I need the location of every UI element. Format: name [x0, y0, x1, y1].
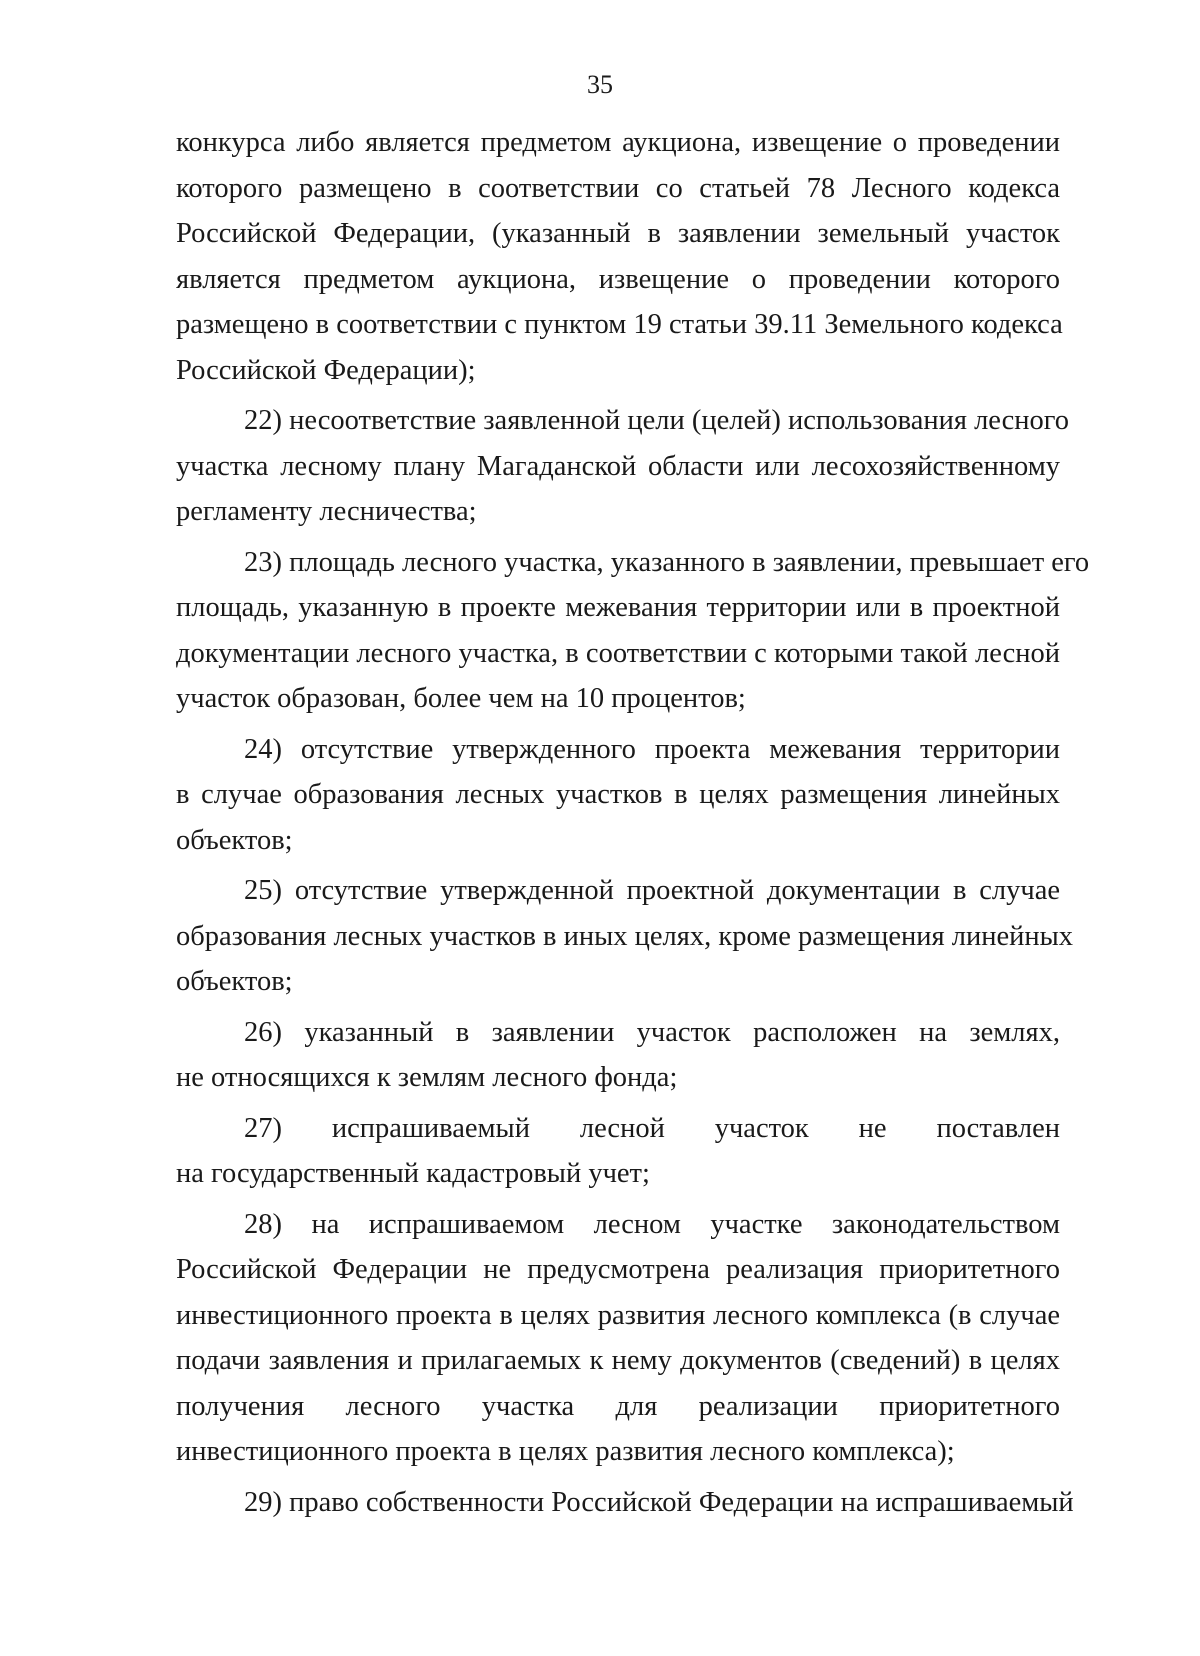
text-line: площадь, указанную в проекте межевания территории или в проектной [176, 592, 1060, 623]
text-line: 29) право собственности Российской Федерации на испрашиваемый [244, 1486, 1074, 1518]
paragraph-p23 [176, 540, 1090, 722]
text-line: подачи заявления и прилагаемых к нему документов (сведений) в целях [176, 1345, 1060, 1376]
text-line: конкурса либо является предметом аукциона, извещение о проведении [176, 127, 1060, 158]
text-line: 25) отсутствие утвержденной проектной документации в случае [244, 875, 1060, 906]
paragraph-p28 [176, 1202, 1060, 1475]
paragraph-p25 [176, 868, 1074, 1005]
text-line: Российской Федерации); [176, 354, 476, 386]
text-line: 26) указанный в заявлении участок расположен на землях, [244, 1016, 1060, 1048]
text-line: размещено в соответствии с пунктом 19 статьи 39.11 Земельного кодекса [176, 309, 1063, 340]
page-number: 35 [587, 70, 613, 99]
text-line: Российской Федерации, (указанный в заявлении земельный участок [176, 218, 1060, 249]
text-line: 28) на испрашиваемом лесном участке законодательством [244, 1208, 1060, 1240]
paragraph-p26 [176, 1010, 1060, 1101]
text-line: документации лесного участка, в соответствии с которыми такой лесной [176, 637, 1060, 669]
text-line: инвестиционного проекта в целях развития лесного комплекса); [176, 1436, 955, 1467]
paragraph-p22 [176, 398, 1070, 535]
paragraph-p24 [176, 727, 1060, 864]
text-line: является предметом аукциона, извещение о проведении которого [176, 263, 1060, 295]
text-line: на государственный кадастровый учет; [176, 1158, 650, 1189]
text-line: которого размещено в соответствии со статьей 78 Лесного кодекса [176, 172, 1060, 204]
document-body [176, 120, 1090, 1525]
text-line: в случае образования лесных участков в целях размещения линейных [176, 779, 1060, 810]
paragraph-p27 [176, 1106, 1060, 1197]
text-line: получения лесного участка для реализации приоритетного [176, 1390, 1060, 1422]
text-line: не относящихся к землям лесного фонда; [176, 1062, 678, 1093]
text-line: регламенту лесничества; [176, 496, 477, 527]
text-line: образования лесных участков в иных целях, кроме размещения линейных [176, 920, 1074, 952]
text-line: 22) несоответствие заявленной цели (целей) использования лесного [244, 405, 1070, 436]
paragraph-p29 [176, 1480, 1074, 1526]
text-line: участка лесному плану Магаданской области или лесохозяйственному [176, 450, 1060, 482]
text-line: 27) испрашиваемый лесной участок не поставлен [244, 1112, 1060, 1144]
text-line: объектов; [176, 824, 293, 856]
text-line: 24) отсутствие утвержденного проекта межевания территории [244, 733, 1060, 765]
text-line: 23) площадь лесного участка, указанного в заявлении, превышает его [244, 546, 1090, 578]
text-line: Российской Федерации не предусмотрена реализация приоритетного [176, 1254, 1060, 1285]
paragraph-cont [176, 120, 1063, 393]
text-line: инвестиционного проекта в целях развития лесного комплекса (в случае [176, 1299, 1060, 1331]
text-line: объектов; [176, 966, 293, 997]
text-line: участок образован, более чем на 10 процентов; [176, 683, 746, 714]
